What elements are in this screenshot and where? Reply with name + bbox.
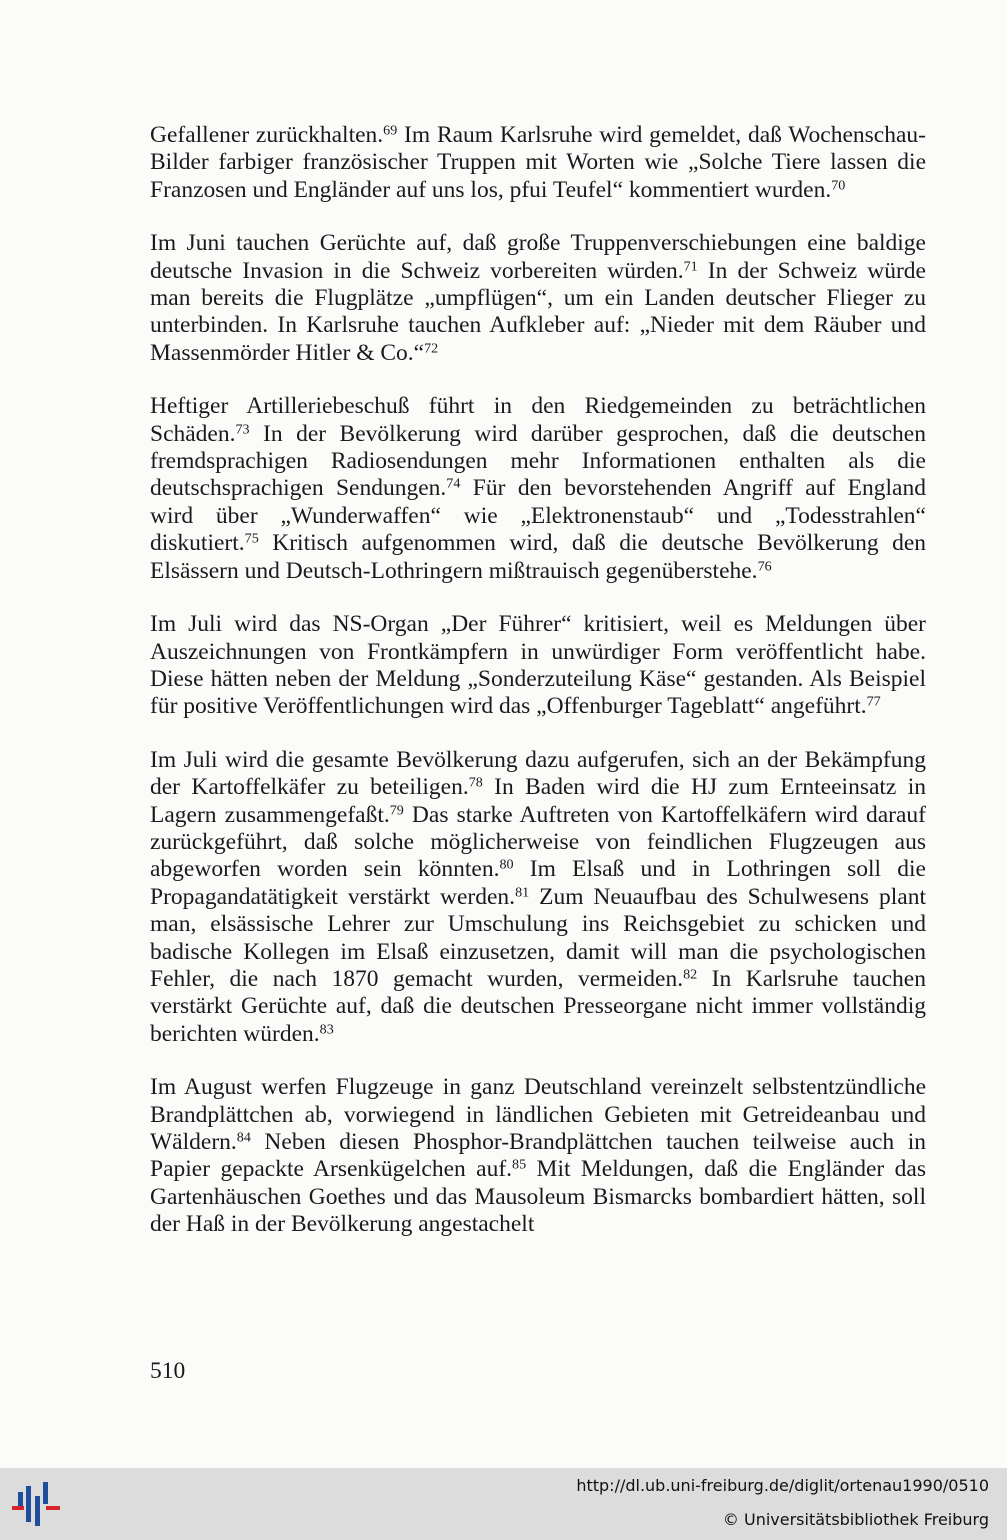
paragraph-text: Im Elsaß und in Lothringen soll die Propagandatätigkeit verstärkt werden. (150, 856, 926, 910)
paragraph (150, 230, 926, 367)
paragraph (150, 747, 926, 1048)
source-url-link[interactable]: http://dl.ub.uni-freiburg.de/diglit/ortenau1990/0510 (576, 1476, 989, 1495)
ub-freiburg-logo-icon[interactable] (10, 1478, 64, 1532)
footnote-reference: 74 (446, 475, 461, 492)
footnote-reference: 83 (319, 1021, 334, 1038)
paragraph-text: Heftiger Artilleriebeschuß führt in den Riedgemeinden zu beträchtlichen Schäden. (150, 393, 926, 447)
paragraph-text: Zum Neuaufbau des Schulwesens plant man, elsässische Lehrer zur Umschulung ins Reichsgebiet zu schicken und badische Kollegen im Elsaß einzusetzen, damit will man die psychologischen Fehler, die nach 1870 gemacht wurden, vermeiden. (150, 883, 926, 992)
footnote-reference: 79 (389, 801, 404, 818)
paragraph-text: In der Schweiz würde man bereits die Flugplätze „umpflügen“, um ein Landen deutscher Flieger zu unterbinden. In Karlsruhe tauchen Aufkleber auf: „Nieder mit dem Räuber und Massenmörder Hitler & Co.“ (150, 257, 926, 366)
footnote-reference: 82 (683, 966, 698, 983)
paragraph (150, 1074, 926, 1238)
paragraph-text: Mit Meldungen, daß die Engländer das Gartenhäuschen Goethes und das Mausoleum Bismarcks bombardiert hätten, soll der Haß in der Bevölkerung angestachelt (150, 1156, 926, 1238)
footnote-reference: 78 (468, 774, 483, 791)
footnote-reference: 73 (235, 420, 250, 437)
footnote-reference: 81 (515, 884, 530, 900)
footnote-reference: 76 (757, 557, 772, 574)
paragraph-text: In Baden wird die HJ zum Ernteeinsatz in Lagern zusammengefaßt. (150, 774, 926, 828)
paragraph-text: Für den bevorstehenden Angriff auf England wird über „Wunderwaffen“ wie „Elektronenstaub“ und „Todesstrahlen“ diskutiert. (150, 475, 926, 557)
paragraph-text: Im Raum Karlsruhe wird gemeldet, daß Wochenschau-Bilder farbiger französischer Truppen mit Worten wie „Solche Tiere lassen die Franzosen und Engländer auf uns los, pfui Teufel“ kommentiert wurden. (150, 122, 926, 203)
paragraph-text: Im Juli wird die gesamte Bevölkerung dazu aufgerufen, sich an der Bekämpfung der Kartoffelkäfer zu beteiligen. (150, 746, 926, 801)
footnote-reference: 71 (683, 257, 698, 274)
paragraph-text: Neben diesen Phosphor-Brandplättchen tauchen teilweise auch in Papier gepackte Arsenkügelchen auf. (150, 1129, 926, 1183)
footnote-reference: 77 (866, 693, 881, 710)
paragraph-text: Im Juli wird das NS-Organ „Der Führer“ kritisiert, weil es Meldungen über Auszeichnungen von Frontkämpfern in unwürdiger Form veröffentlicht habe. Diese hätten neben der Meldung „Sonderzuteilung Käse“ gestanden. Als Beispiel für positive Veröffentlichungen wird das „Offenburger Tageblatt“ angeführt. (150, 611, 926, 720)
paragraph (150, 611, 926, 721)
footnote-reference: 85 (512, 1156, 527, 1173)
paragraph-text: Das starke Auftreten von Kartoffelkäfern wird darauf zurückgeführt, daß solche möglicherweise von feindlichen Flugzeugen aus abgeworfen worden sein könnten. (150, 801, 926, 883)
paragraph (150, 393, 926, 585)
paragraph-text: Gefallener zurückhalten. (150, 122, 384, 148)
paragraph (150, 122, 926, 204)
footnote-reference: 69 (383, 122, 398, 139)
footnote-reference: 72 (424, 340, 439, 357)
page-number: 510 (150, 1358, 186, 1384)
paragraph-text: In Karlsruhe tauchen verstärkt Gerüchte auf, daß die deutschen Presseorgane nicht immer vollständig berichten würden. (150, 965, 926, 1047)
copyright-notice: © Universitätsbibliothek Freiburg (722, 1510, 989, 1529)
paragraph-text: Kritisch aufgenommen wird, daß die deutsche Bevölkerung den Elsässern und Deutsch-Lothringern mißtrauisch gegenüberstehe. (150, 530, 926, 584)
paragraph-text: In der Bevölkerung wird darüber gesprochen, daß die deutschen fremdsprachigen Radiosendungen mehr Informationen enthalten als die deutschsprachigen Sendungen. (150, 420, 926, 502)
footnote-reference: 70 (831, 177, 846, 194)
footnote-reference: 80 (499, 856, 514, 873)
footnote-reference: 84 (236, 1129, 251, 1146)
body-text (150, 122, 926, 1265)
footer-bar (0, 1468, 1007, 1540)
footnote-reference: 75 (244, 530, 259, 547)
paragraph-text: Im Juni tauchen Gerüchte auf, daß große Truppenverschiebungen eine baldige deutsche Invasion in die Schweiz vorbereiten würden. (150, 230, 926, 284)
paragraph-text: Im August werfen Flugzeuge in ganz Deutschland vereinzelt selbstentzündliche Brandplättchen ab, vorwiegend in ländlichen Gebieten mit Getreideanbau und Wäldern. (150, 1074, 926, 1155)
